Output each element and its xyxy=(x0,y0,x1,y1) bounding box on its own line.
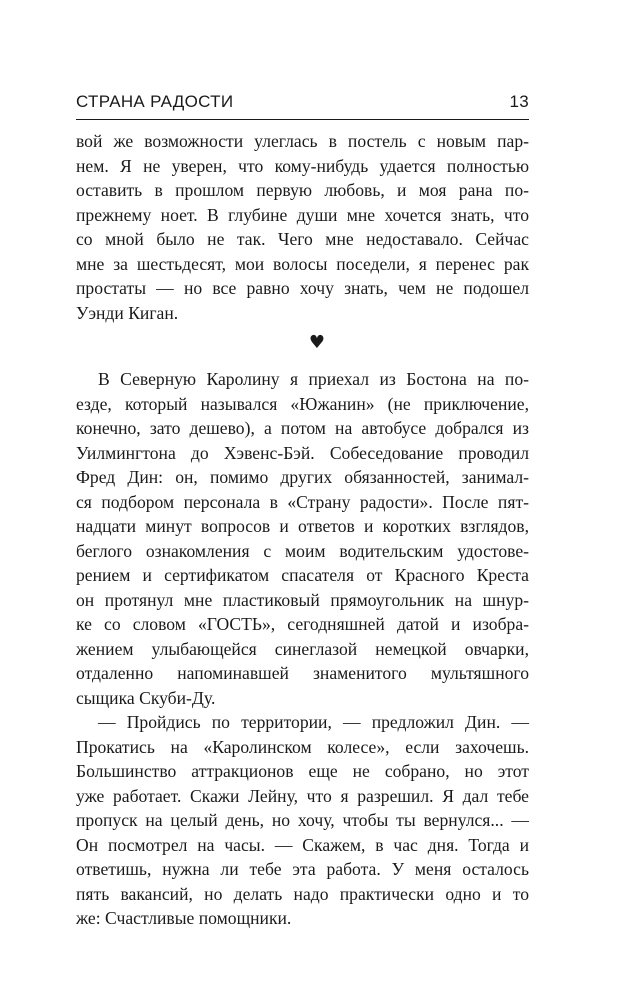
text-line: Уэнди Киган. xyxy=(76,302,179,323)
heart-icon: ♥ xyxy=(308,332,326,353)
text-line: оставить в прошлом первую любовь, и моя рана по- xyxy=(76,180,529,200)
text-line: езде, который назывался «Южанин» (не приключение, xyxy=(76,393,529,414)
paragraph-continued xyxy=(76,129,529,325)
text-line: жением улыбающейся синеглазой немецкой овчарки, xyxy=(76,638,529,659)
text-line: со мной было не так. Чего мне недоставало. Сейчас xyxy=(76,229,529,249)
text-line: — Пройдись по территории, — предложил Дин. — xyxy=(98,712,529,732)
text-line: конечно, зато дешево), а потом на автобусе добрался из xyxy=(76,418,529,438)
text-line: Прокатись на «Каролинском колесе», если захочешь. xyxy=(76,736,529,757)
text-line: Он посмотрел на часы. — Скажем, в час дня. Тогда и xyxy=(76,834,529,855)
text-line: ответишь, нужна ли тебе эта работа. У меня осталось xyxy=(76,859,529,879)
text-line: простаты — но все равно хочу знать, чем не подошел xyxy=(76,278,529,298)
header-rule xyxy=(76,119,529,120)
text-line: В Северную Каролину я приехал из Бостона на по- xyxy=(98,369,529,389)
running-title: СТРАНА РАДОСТИ xyxy=(76,92,234,111)
text-line: отдаленно напоминавшей знаменитого мультяшного xyxy=(76,663,529,683)
text-line: уже работает. Скажи Лейну, что я разрешил. Я дал тебе xyxy=(76,785,529,806)
text-line: Фред Дин: он, помимо других обязанностей, занимал- xyxy=(76,467,529,487)
text-line: он протянул мне пластиковый прямоугольник на шнур- xyxy=(76,589,529,610)
text-line: пять вакансий, но делать надо практически одно и то xyxy=(76,883,529,904)
text-line: Уилмингтона до Хэвенс-Бэй. Собеседование проводил xyxy=(76,442,529,463)
text-line: надцати минут вопросов и ответов и коротких взглядов, xyxy=(76,516,529,536)
text-line: мне за шестьдесят, мои волосы поседели, я перенес рак xyxy=(76,253,529,274)
text-line: прежнему ноет. В глубине души мне хочется знать, что xyxy=(76,204,529,225)
text-line: ке со словом «ГОСТЬ», сегодняшней датой и изобра- xyxy=(76,614,529,634)
text-line: вой же возможности улеглась в постель с новым пар- xyxy=(76,131,529,151)
page-number: 13 xyxy=(509,92,529,111)
text-line: пропуск на целый день, но хочу, чтобы ты вернулся... — xyxy=(76,810,529,830)
text-line: Большинство аттракционов еще не собрано, но этот xyxy=(76,761,529,781)
body-text xyxy=(76,367,529,931)
text-line: рением и сертификатом спасателя от Красного Креста xyxy=(76,565,529,585)
text-line: ся подбором персонала в «Страну радости». После пят- xyxy=(76,491,529,512)
text-line: сыщика Скуби-Ду. xyxy=(76,687,216,708)
text-line: беглого ознакомления с моим водительским удостове- xyxy=(76,540,529,561)
text-line: нем. Я не уверен, что кому-нибудь удается полностью xyxy=(76,155,529,176)
running-head xyxy=(76,92,529,116)
text-line: же: Счастливые помощники. xyxy=(76,908,292,928)
